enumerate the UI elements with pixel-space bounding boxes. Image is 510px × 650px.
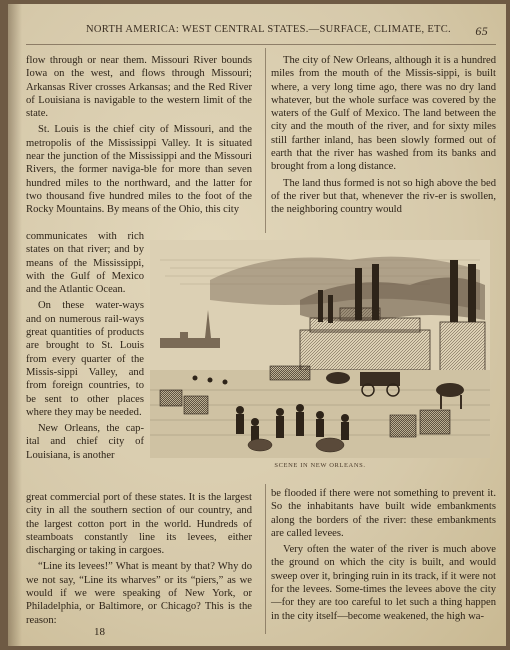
book-page [8,4,506,646]
signature-number: 18 [94,626,105,638]
left-column-top [26,54,252,220]
paragraph: St. Louis is the chief city of Missouri, and the metropolis of the Mississippi Valley. It is situated near the junction of the Mississippi and the Missouri Rivers, the former naviga-ble for more than seven hundred miles to the northward, and the latter for two thousand five hundred miles to the foot of the Rocky Mountains. By means of the Ohio, this city [26,124,252,216]
paragraph: New Orleans, the cap-ital and chief city of Louisiana, is another [26,423,144,461]
page-number: 65 [475,24,488,38]
left-column-narrow [26,230,144,465]
paragraph: Very often the water of the river is much above the ground on which the city is built, and would sweep over it, bringing ruin in its track, if it were not for the levees. Some-times the levees above the city—for they are too careful to let such a thing happen in the city itself—become weakened, the high wa- [271,544,496,622]
paragraph: The land thus formed is not so high above the bed of the river but that, whenever the riv-er is swollen, the neighboring country would [271,177,496,216]
paragraph: communicates with rich states on that river; and by means of the Mississippi, with the Gulf of Mexico and the Atlantic Ocean. [26,231,144,296]
levee-scene-illustration [150,240,490,458]
paragraph: “Line its levees!” What is meant by that? Why do we not say, “Line its wharves” or its “piers,” as we would if we were speaking of New York, or Philadelphia, or Baltimore, or Chicago? This is the reason: [26,561,252,626]
running-header [68,24,488,40]
header-title: NORTH AMERICA: WEST CENTRAL STATES.—SURFACE, CLIMATE, ETC. [86,24,451,35]
paragraph: On these water-ways and on numerous rail-ways great quantities of products are brought to St. Louis from every quarter of the Missis-sippi Valley, and from foreign countries, to be sent to other places where they may be needed. [26,300,144,418]
paragraph: The city of New Orleans, although it is a hundred miles from the mouth of the Missis-sippi, is built where, a very long time ago, there was no dry land whatever, but the whole surface was covered by the waters of the Gulf of Mexico. The land between the city and the mouth of the river, and for sixty miles still farther inland, has been slowly formed out of earth that the river has washed from its banks and brought from a long distance. [271,55,496,173]
right-column-bottom [271,487,496,626]
column-divider-top [265,48,266,233]
illustration-caption: SCENE IN NEW ORLEANS. [274,462,366,469]
paragraph: be flooded if there were not something to prevent it. So the inhabitants have built wide embankments along the borders of the river: these embankments are called levees. [271,488,496,539]
column-divider-bottom [265,484,266,634]
paragraph: great commercial port of these states. It is the largest city in all the southern section of our country, and the largest cotton port in the world. Hundreds of steamboats constantly line its levees, either discharging or taking in cargoes. [26,492,252,557]
left-column-bottom [26,491,252,630]
header-rule [26,44,496,45]
right-column-top [271,54,496,220]
engraving-new-orleans-levee [150,240,490,458]
paragraph: flow through or near them. Missouri River bounds Iowa on the west, and flows through Missouri; Arkansas River crosses Arkansas; and the Red River of Louisiana is navigable to the western limit of the state. [26,55,252,120]
page-gutter-shadow [8,4,22,646]
